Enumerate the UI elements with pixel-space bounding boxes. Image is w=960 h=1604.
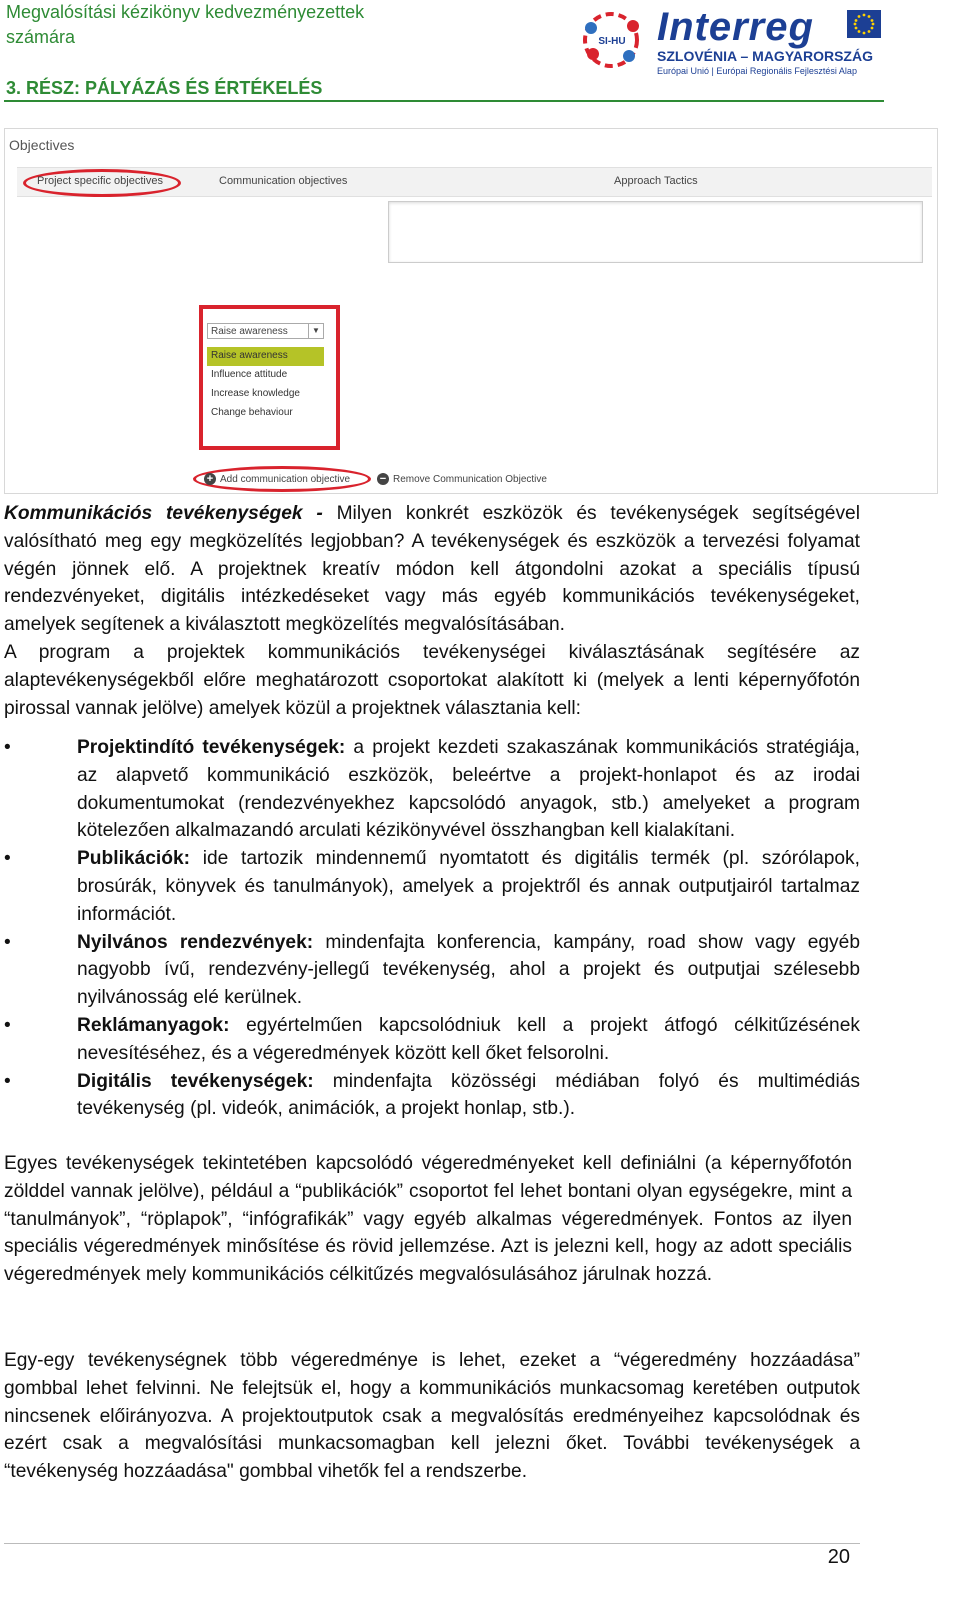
list-item bbox=[4, 1068, 860, 1124]
add-objective-label: Add communication objective bbox=[220, 474, 351, 485]
list-item bbox=[4, 845, 860, 928]
eu-flag-icon bbox=[847, 10, 881, 38]
list-item bbox=[4, 1012, 860, 1068]
objective-select-value: Raise awareness bbox=[211, 326, 288, 337]
remove-communication-objective-button[interactable]: Remove Communication Objective bbox=[393, 474, 547, 485]
plus-icon: + bbox=[204, 473, 216, 485]
si-hu-emblem-icon bbox=[577, 8, 649, 72]
list-item-text: mindenfajta konferencia, kampány, road show vagy egyéb nagyobb ívű, rendezvény-jellegű tevékenység, ahol a projekt és outputjai szélesebb nyilvánosság elé kerülnek. bbox=[77, 931, 860, 1009]
list-item-term: Publikációk: bbox=[77, 848, 191, 870]
list-item-term: Nyilvános rendezvények: bbox=[77, 931, 314, 953]
footer-divider bbox=[4, 1543, 860, 1544]
bullet-icon: • bbox=[4, 1070, 11, 1092]
bullet-icon: • bbox=[4, 737, 11, 758]
list-item bbox=[4, 734, 860, 845]
option-raise-awareness[interactable]: Raise awareness bbox=[207, 347, 324, 366]
interreg-logo bbox=[577, 4, 887, 76]
intro-paragraph bbox=[4, 500, 860, 722]
list-item-text: mindenfajta közösségi médiában folyó és multimédiás tevékenység (pl. videók, animációk, a projekt honlap, stb.). bbox=[77, 1070, 860, 1120]
approach-tactics-textarea[interactable] bbox=[388, 201, 923, 263]
objective-options-list bbox=[207, 347, 324, 423]
column-project-specific-objectives[interactable]: Project specific objectives bbox=[37, 175, 163, 187]
minus-icon[interactable]: − bbox=[377, 473, 389, 485]
communication-objective-dropdown bbox=[199, 305, 340, 450]
intro-term: Kommunikációs tevékenységek - bbox=[4, 503, 323, 524]
objective-select[interactable] bbox=[207, 323, 324, 339]
logo-country-line: SZLOVÉNIA – MAGYARORSZÁG bbox=[657, 48, 873, 64]
list-item-text: a projekt kezdeti szakaszának kommunikációs stratégiája, az alapvető kommunikáció eszközök, beleértve a projekt-honlapot és az irodai dokumentumokat (rendezvényekhez kapcsolódó anyagok, stb.) amelyeket a program kötelezően alkalmazandó arculati kézikönyvével összhangban kell kialakítani. bbox=[77, 737, 861, 842]
add-output-paragraph: Egy-egy tevékenységnek több végeredménye is lehet, ezeket a “végeredmény hozzáadása” gombbal lehet felvinni. Ne felejtsük el, hogy a kommunikációs munkacsomag keretében outputok nincsenek előirányozva. A projektoutputok csak a megvalósítás eredményeihez kapcsolódnak és ezért csak a megvalósítási munkacsomagban kell jelezni őket. További tevékenységek a “tevékenység hozzáadása" gombbal vihetők fel a rendszerbe. bbox=[4, 1350, 860, 1483]
list-item-text: ide tartozik mindennemű nyomtatott és digitális termék (pl. szórólapok, brosúrák, könyvek és tanulmányok), amelyek a projektről és annak outputjairól tartalmaz információt. bbox=[77, 848, 860, 925]
intro-text: Milyen konkrét eszközök és tevékenységek segítségével valósítható meg egy megközelítés legjobban? A tevékenységek és eszközök a tervezési folyamat végén jönnek elő. A projektnek kreatív módon kell átgondolni azokat a speciális típusú rendezvényeket, digitális intézkedéseket vagy más egyéb kommunikációs tevékenységeket, amelyek segítenek a kiválasztott megközelítés megvalósításában. bbox=[4, 503, 860, 636]
manual-title: Megvalósítási kézikönyv kedvezményezettek számára bbox=[6, 2, 365, 47]
activity-group-list bbox=[4, 734, 860, 1123]
page-number: 20 bbox=[827, 1546, 850, 1568]
list-item-term: Digitális tevékenységek: bbox=[77, 1070, 314, 1092]
objective-actions bbox=[193, 466, 573, 492]
objectives-column-header bbox=[17, 167, 932, 197]
option-influence-attitude[interactable]: Influence attitude bbox=[211, 369, 288, 380]
logo-fund-line: Európai Unió | Európai Regionális Fejlesztési Alap bbox=[657, 66, 857, 76]
chevron-down-icon[interactable]: ▼ bbox=[308, 324, 323, 338]
page-header bbox=[4, 0, 884, 102]
list-item-term: Projektindító tevékenységek: bbox=[77, 737, 346, 758]
bullet-icon: • bbox=[4, 1014, 11, 1036]
objectives-panel-title: Objectives bbox=[9, 137, 75, 153]
add-communication-objective-button[interactable] bbox=[193, 466, 371, 492]
list-item bbox=[4, 929, 860, 1012]
bullet-icon: • bbox=[4, 848, 11, 870]
option-increase-knowledge[interactable]: Increase knowledge bbox=[211, 388, 300, 399]
section-heading: 3. RÉSZ: PÁLYÁZÁS ÉS ÉRTÉKELÉS bbox=[6, 78, 323, 98]
logo-badge: SI-HU bbox=[598, 36, 626, 47]
option-change-behaviour[interactable]: Change behaviour bbox=[211, 407, 293, 418]
header-divider bbox=[4, 100, 884, 102]
outputs-paragraph: Egyes tevékenységek tekintetében kapcsolódó végeredményeket kell definiálni (a képernyőfotón zölddel vannak jelölve), például a “publikációk” csoportot fel lehet bontani olyan egységekre, mint a “tanulmányok”, “röplapok”, “infógrafikák” vagy egyéb alkalmas végeredmények. Fontos az ilyen speciális végeredmények minősítése és rövid jellemzése. Azt is jelezni kell, hogy az adott speciális végeredmények mely kommunikációs célkitűzés megvalósulásához járulnak hozzá. bbox=[4, 1153, 852, 1286]
objectives-screenshot bbox=[4, 128, 938, 494]
column-communication-objectives[interactable]: Communication objectives bbox=[219, 175, 348, 187]
column-approach-tactics[interactable]: Approach Tactics bbox=[614, 175, 698, 187]
intro-text-2: A program a projektek kommunikációs tevékenységei kiválasztásának segítésére az alaptevékenységekből előre meghatározott csoportokat alakított ki (melyek a lenti képernyőfotón pirossal vannak jelölve) amelyek közül a projektnek választania kell: bbox=[4, 641, 860, 719]
list-item-term: Reklámanyagok: bbox=[77, 1014, 230, 1036]
bullet-icon: • bbox=[4, 931, 11, 953]
logo-wordmark: Interreg bbox=[657, 5, 814, 49]
list-item-text: egyértelműen kapcsolódniuk kell a projekt átfogó célkitűzésének nevesítéséhez, és a végeredmények között kell őket felsorolni. bbox=[77, 1014, 860, 1064]
